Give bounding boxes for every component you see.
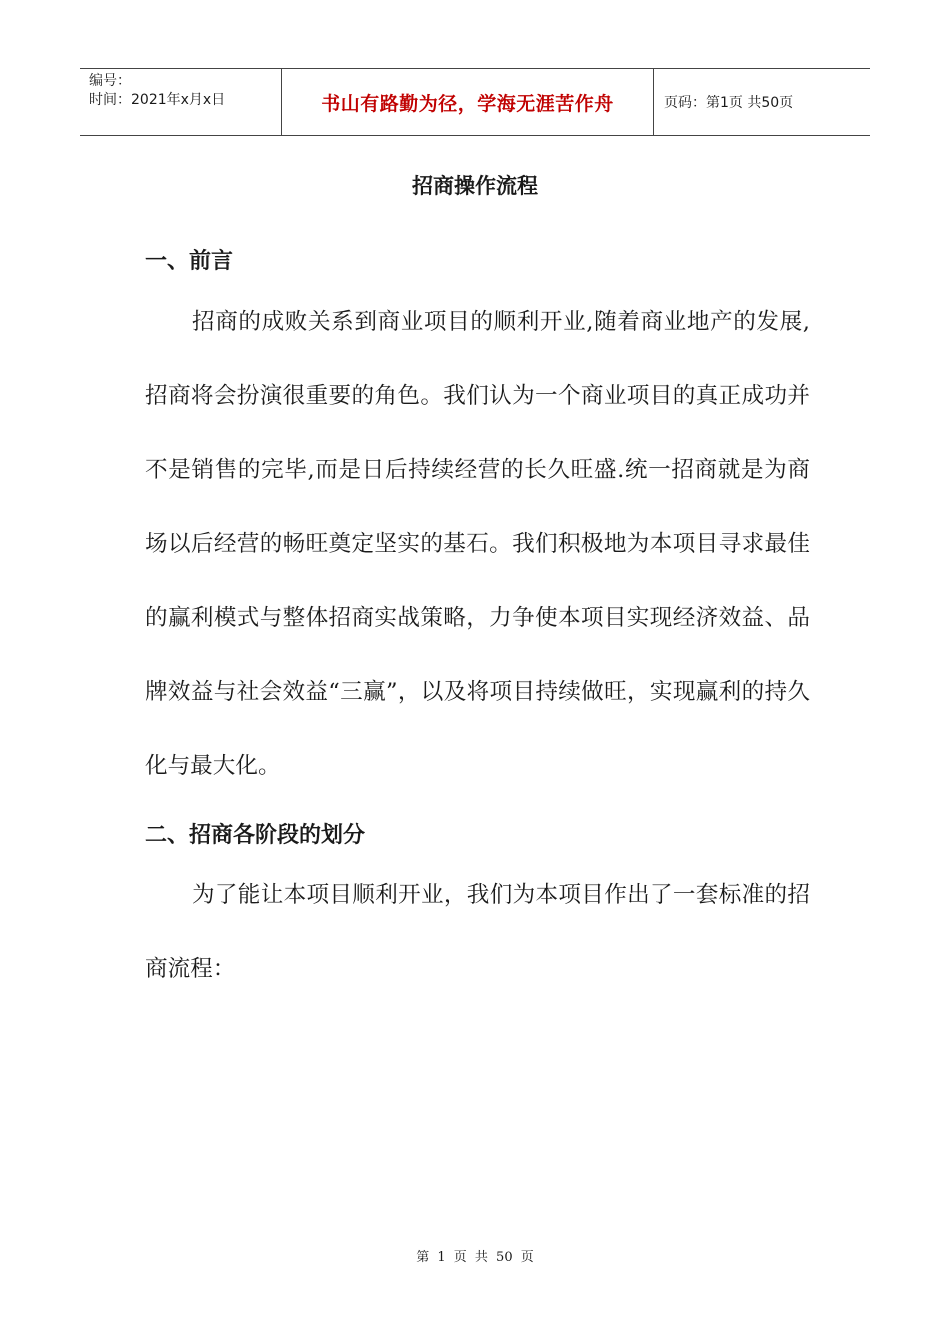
header-meta [80,69,282,135]
preface-paragraph: 招商的成败关系到商业项目的顺利开业,随着商业地产的发展,招商将会扮演很重要的角色。我们认为一个商业项目的真正成功并不是销售的完毕,而是日后持续经营的长久旺盛.统一招商就是为商场以后经营的畅旺奠定坚实的基石。我们积极地为本项目寻求最佳的赢利模式与整体招商实战策略，力争使本项目实现经济效益、品牌效益与社会效益“三赢”，以及将项目持续做旺，实现赢利的持久化与最大化。 [145,309,810,779]
header-motto: 书山有路勤为径，学海无涯苦作舟 [282,69,654,135]
section-heading-stages: 二、招商各阶段的划分 [145,823,366,848]
stages-paragraph: 为了能让本项目顺利开业，我们为本项目作出了一套标准的招商流程： [145,882,810,982]
page-footer: 第 1 页 共 50 页 [416,1250,534,1265]
document-header [80,68,870,136]
document-title: 招商操作流程 [412,174,538,198]
header-page-info: 页码：第1页 共50页 [664,95,794,111]
document-number-label: 编号： [89,73,131,89]
section-heading-preface: 一、前言 [145,249,234,274]
document-date-label: 时间：2021年x月x日 [89,92,226,108]
